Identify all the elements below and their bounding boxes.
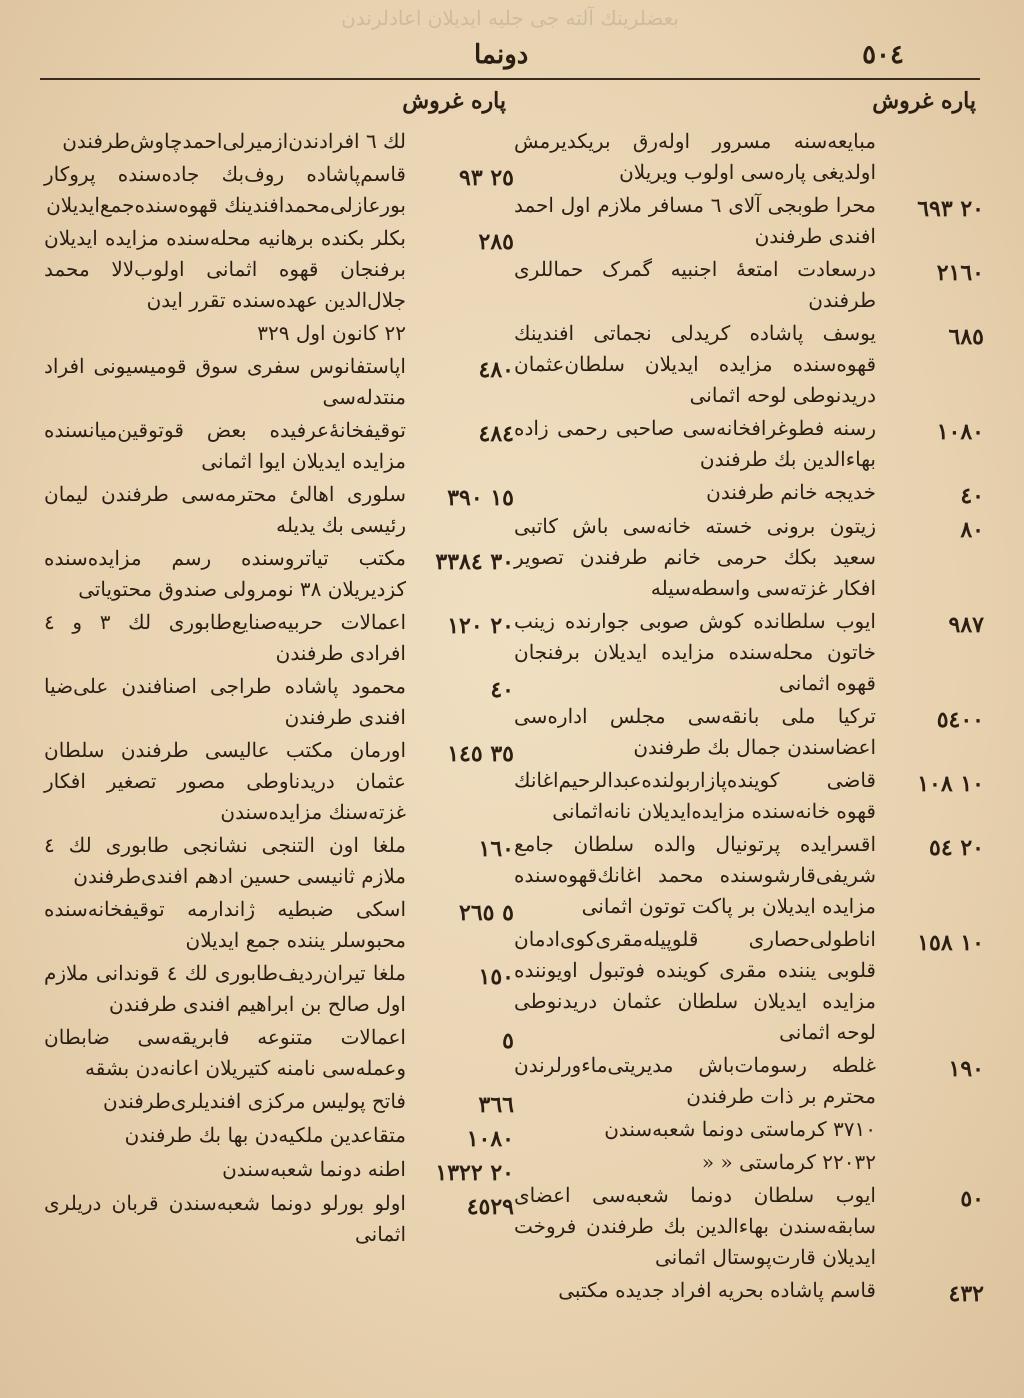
ledger-entry — [514, 1147, 984, 1178]
ledger-entry — [44, 126, 514, 157]
ledger-entry — [44, 318, 514, 349]
entry-text: مبایعه‌سنه مسرور اوله‌رق بریکدیرمش اولدیغی پاره‌سی اولوب ویریلان — [514, 129, 876, 184]
entry-amount: ١٠٨٠ — [936, 419, 984, 445]
bleed-through-text: بعضلرینك آلته جی جلیه ایدیلان اعادلرندن — [341, 6, 679, 30]
entry-amount: ٤٨٤ — [478, 421, 514, 447]
ledger-entry — [44, 351, 514, 413]
entry-amount: ٢٠ ٦٩٣ — [917, 196, 984, 222]
entry-text: ایوب سلطانده کوش صوبی جوارنده زینب خاتون محله‌سنده مزایده ایدیلان برفنجان قهوه اثمانی — [514, 609, 876, 695]
entry-text: اطنه دونما شعبه‌سندن — [222, 1157, 406, 1181]
entry-text: مکتب تیاتروسنده رسم مزایده‌سنده کزدیریلان ٣٨ نومرولی صندوق محتویاتی — [44, 546, 406, 601]
entry-amount: ٣٠ ٣٣٨٤ — [435, 549, 514, 575]
entry-amount: ٣٦٦ — [478, 1092, 514, 1118]
entry-text: قاضی کوینده‌پازاربولنده‌عبدالرحیم‌اغانك قهوه خانه‌سنده مزایده‌ایدیلان نانه‌اثمانی — [514, 768, 876, 823]
ledger-entry — [44, 607, 514, 669]
entry-text: لك ٦ افرادندن‌ازمیرلی‌احمدچاوش‌طرفندن — [62, 129, 406, 153]
ledger-entry — [514, 765, 984, 827]
entry-text: زیتون برونی خسته خانه‌سی باش کاتبی سعید بکك حرمی خانم طرفندن تصویر افکار غزته‌سی واسطه‌سیله — [514, 514, 876, 600]
ledger-entry — [44, 958, 514, 1020]
ledger-entry — [44, 1086, 514, 1118]
entry-amount: ١٠ ١٥٨ — [917, 930, 984, 956]
entry-amount — [876, 126, 984, 188]
ledger-entry — [514, 1050, 984, 1112]
entry-text: محرا طوبجی آلای ٦ مسافر ملازم اول احمد افندی طرفندن — [514, 193, 876, 248]
ledger-entry — [44, 479, 514, 541]
ledger-entry — [514, 829, 984, 922]
entry-text: ٢٢٠٣٢ کرماستی « « — [701, 1150, 876, 1174]
ledger-entry — [44, 671, 514, 733]
ledger-entry — [514, 1180, 984, 1273]
entry-text: اعمالات حربیه‌صنایع‌طابوری لك ٣ و ٤ افرادی طرفندن — [44, 610, 407, 665]
entry-amount — [406, 126, 514, 157]
column-unit-header: پاره غروش — [872, 88, 976, 114]
ledger-entry — [514, 254, 984, 316]
ledger-entry — [514, 413, 984, 475]
entry-amount — [876, 1114, 984, 1145]
entry-amount: ٩٨٧ — [948, 612, 984, 638]
entry-text: ترکیا ملی بانقه‌سی مجلس اداره‌سی اعضاسندن جمال بك طرفندن — [514, 704, 876, 759]
entry-text: ملغا اون التنجی نشانجی طابوری لك ٤ ملازم ثانیسی حسین ادهم افندی‌طرفندن — [44, 833, 406, 888]
ledger-entry — [44, 830, 514, 892]
ledger-entry — [514, 511, 984, 604]
ledger-entry — [44, 1188, 514, 1250]
entry-amount: ١٥٠ — [478, 964, 514, 990]
entry-text: سلوری اهالیٔ محترمه‌سی طرفندن لیمان رئیسی بك یدیله — [44, 482, 406, 537]
entry-text: اناطولی‌حصاری قلوپیله‌مقری‌کوی‌ادمان قلوبی یننده مقری کوینده فوتبول اویوننده مزایده ایدیلان سلطان عثمان دریدنوطی لوحه اثمانی — [514, 927, 876, 1044]
ledger-entry — [514, 1114, 984, 1145]
ledger-entry — [514, 190, 984, 252]
entry-text: رسنه فطوغرافخانه‌سی صاحبی رحمی زاده بهاءالدین بك طرفندن — [514, 416, 876, 471]
entry-amount: ١٩٠ — [948, 1056, 984, 1082]
entry-text: بکلر بکنده برهانیه محله‌سنده مزایده ایدیلان برفنجان قهوه اثمانی اولوب‌لالا محمد جلال‌الدین عهده‌سنده تقرر ایدن — [44, 226, 406, 312]
running-header — [0, 40, 1024, 76]
ledger-entry — [514, 318, 984, 411]
entry-text: خدیجه خانم طرفندن — [706, 480, 876, 504]
ledger-entry — [44, 1154, 514, 1186]
entry-amount: ٤٥٢٩ — [466, 1194, 514, 1220]
ledger-entry — [44, 543, 514, 605]
entry-amount: ٢٥ ٩٣ — [459, 165, 514, 191]
ledger-entry — [514, 477, 984, 509]
entry-amount: ٢١٦٠ — [936, 260, 984, 286]
entry-amount: ٤٣٢ — [948, 1281, 984, 1307]
ledger-entry — [514, 924, 984, 1048]
entry-amount: ٤٨٠ — [478, 357, 514, 383]
ledger-entry — [514, 701, 984, 763]
page-title: دونما — [474, 40, 529, 70]
entry-text: قاسم‌پاشاده روف‌بك جاده‌سنده پروکار بورعازلی‌محمدافندینك قهوه‌سنده‌جمع‌ایدیلان — [44, 162, 406, 217]
entry-text: اعمالات متنوعه فابریقه‌سی ضابطان وعمله‌سی نامنه کتیریلان اعانه‌دن بشقه — [44, 1025, 406, 1080]
right-column — [514, 88, 984, 1309]
column-unit-header: پاره غروش — [402, 88, 506, 114]
entry-amount: ٢٠ ١٢٠ — [447, 613, 514, 639]
ledger-entry — [44, 1022, 514, 1084]
entry-amount: ٨٠ — [960, 517, 984, 543]
entry-text: اقسرایده پرتونیال والده سلطان جامع شریفی‌قارشوسنده محمد اغانك‌قهوه‌سنده مزایده ایدیلان بر پاکت توتون اثمانی — [514, 832, 876, 918]
entry-text: غلطه رسومات‌باش مدیریتی‌ماءورلرندن محترم بر ذات طرفندن — [514, 1053, 876, 1108]
entry-text: متقاعدین ملکیه‌دن بها بك طرفندن — [124, 1123, 406, 1147]
ledger-entry — [44, 735, 514, 828]
entry-amount: ١٦٠ — [478, 836, 514, 862]
entry-text: ملغا تیران‌ردیف‌طابوری لك ٤ قوندانی ملازم اول صالح بن ابراهیم افندی طرفندن — [44, 961, 406, 1016]
entry-text: درسعادت امتعهٔ اجنبیه گمرک حماللری طرفندن — [514, 257, 876, 312]
ledger-entry — [44, 894, 514, 956]
entry-amount: ٢٠ ٥٤ — [929, 835, 984, 861]
ledger-entry — [44, 415, 514, 477]
ledger-entry — [44, 1120, 514, 1152]
entry-text: ٢٢ کانون اول ٣٢٩ — [257, 321, 406, 345]
ledger-entry — [514, 1275, 984, 1307]
entry-text: توقیفخانهٔ‌عرفیده بعض قوتوقین‌میانسنده مزایده ایدیلان ایوا اثمانی — [44, 418, 406, 473]
entry-text: فاتح پولیس مرکزی افندیلری‌طرفندن — [103, 1089, 406, 1113]
entry-text: قاسم پاشاده بحریه افراد جدیده مکتبی — [558, 1278, 876, 1302]
left-column — [44, 88, 514, 1252]
ledger-entry — [44, 223, 514, 316]
entry-amount — [406, 318, 514, 349]
entry-amount: ١٠٨٠ — [466, 1126, 514, 1152]
entry-text: اولو بورلو دونما شعبه‌سندن قربان دریلری اثمانی — [44, 1191, 406, 1246]
entry-amount: ٥ ٢٦٥ — [459, 900, 514, 926]
entry-text: اورمان مکتب عالیسی طرفندن سلطان عثمان دریدناوطی مصور تصغیر افکار غزته‌سنك مزایده‌سندن — [44, 738, 406, 824]
header-rule — [40, 78, 980, 80]
entry-text: اپاستفانوس سفری سوق قومیسیونی افراد منتدله‌سی — [44, 354, 406, 409]
ledger-entry — [514, 606, 984, 699]
entry-amount: ١٥ ٣٩٠ — [447, 485, 514, 511]
ledger-entry — [514, 126, 984, 188]
entry-amount: ١٠ ١٠٨ — [917, 771, 984, 797]
entry-text: یوسف پاشاده کریدلی نجماتی افندینك قهوه‌سنده مزایده ایدیلان سلطان‌عثمان دریدنوطی لوحه اثمانی — [514, 321, 876, 407]
entry-text: ٣٧١٠ کرماستی دونما شعبه‌سندن — [604, 1117, 876, 1141]
entry-amount: ٢٨٥ — [478, 229, 514, 255]
entry-amount: ٥ — [502, 1028, 514, 1054]
entry-amount: ٥٠ — [960, 1186, 984, 1212]
entry-amount: ٦٨٥ — [948, 324, 984, 350]
entry-amount: ٥٤٠٠ — [936, 707, 984, 733]
entry-amount: ٤٠ — [960, 483, 984, 509]
ledger-entry — [44, 159, 514, 221]
entry-amount: ٣٥ ١٤٥ — [447, 741, 514, 767]
entry-text: ایوب سلطان دونما شعبه‌سی اعضای سابقه‌سندن بهاءالدین بك طرفندن فروخت ایدیلان قارت‌پوستال اثمانی — [514, 1183, 876, 1269]
entry-text: اسکی ضبطیه ژاندارمه توقیفخانه‌سنده محبوسلر یننده جمع ایدیلان — [44, 897, 406, 952]
page-number: ٥٠٤ — [862, 40, 904, 70]
entry-amount: ٢٠ ١٣٢٢ — [435, 1160, 514, 1186]
entry-amount: ٤٠ — [490, 677, 514, 703]
entry-amount — [876, 1147, 984, 1178]
entry-text: محمود پاشاده طراجی اصنافندن علی‌ضیا افندی طرفندن — [44, 674, 406, 729]
